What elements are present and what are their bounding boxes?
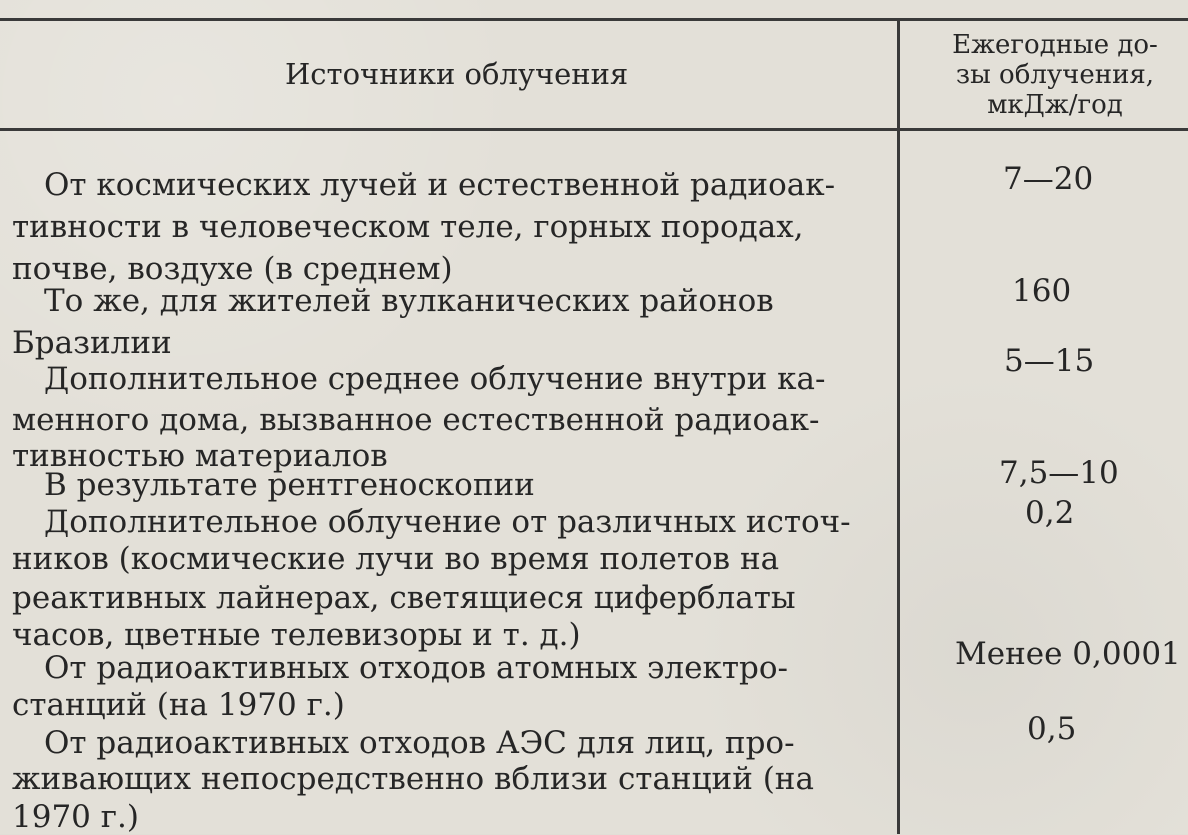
column-divider bbox=[897, 18, 900, 834]
source-line: реактивных лайнерах, светящиеся циферблаты bbox=[12, 580, 796, 616]
dose-value: Менее 0,0001 bbox=[955, 636, 1181, 672]
source-line: Дополнительное облучение от различных источ- bbox=[44, 504, 851, 540]
source-line: От радиоактивных отходов АЭС для лиц, про- bbox=[44, 725, 795, 761]
source-line: 1970 г.) bbox=[12, 799, 139, 835]
source-line: То же, для жителей вулканических районов bbox=[44, 283, 774, 319]
dose-column-header bbox=[930, 30, 1180, 120]
source-line: Дополнительное среднее облучение внутри ка- bbox=[44, 361, 826, 397]
dose-value: 7,5—10 bbox=[999, 455, 1119, 491]
source-line: станций (на 1970 г.) bbox=[12, 687, 345, 723]
table-top-rule bbox=[0, 18, 1188, 21]
source-line: От космических лучей и естественной радиоак- bbox=[44, 167, 836, 203]
source-line: тивностью материалов bbox=[12, 438, 388, 474]
dose-header-line: Ежегодные до- bbox=[952, 30, 1158, 60]
dose-header-line: зы облучения, bbox=[955, 60, 1155, 91]
source-line: В результате рентгеноскопии bbox=[44, 467, 535, 503]
dose-value: 7—20 bbox=[1003, 161, 1094, 197]
source-line: Бразилии bbox=[12, 325, 172, 361]
source-line: менного дома, вызванное естественной радиоак- bbox=[12, 402, 820, 438]
dose-value: 0,2 bbox=[1025, 495, 1075, 531]
source-column-header: Источники облучения bbox=[285, 57, 629, 91]
source-line: живающих непосредственно вблизи станций (на bbox=[12, 761, 814, 797]
dose-value: 160 bbox=[1012, 273, 1072, 309]
dose-header-line: мкДж/год bbox=[987, 90, 1123, 121]
dose-value: 0,5 bbox=[1027, 711, 1077, 747]
source-line: тивности в человеческом теле, горных породах, bbox=[12, 209, 804, 245]
source-line: часов, цветные телевизоры и т. д.) bbox=[12, 617, 581, 653]
source-line: От радиоактивных отходов атомных электро- bbox=[44, 650, 788, 686]
dose-value: 5—15 bbox=[1004, 343, 1095, 379]
source-line: ников (космические лучи во время полетов на bbox=[12, 541, 780, 577]
source-line: почве, воздухе (в среднем) bbox=[12, 251, 453, 287]
header-bottom-rule bbox=[0, 128, 1188, 131]
